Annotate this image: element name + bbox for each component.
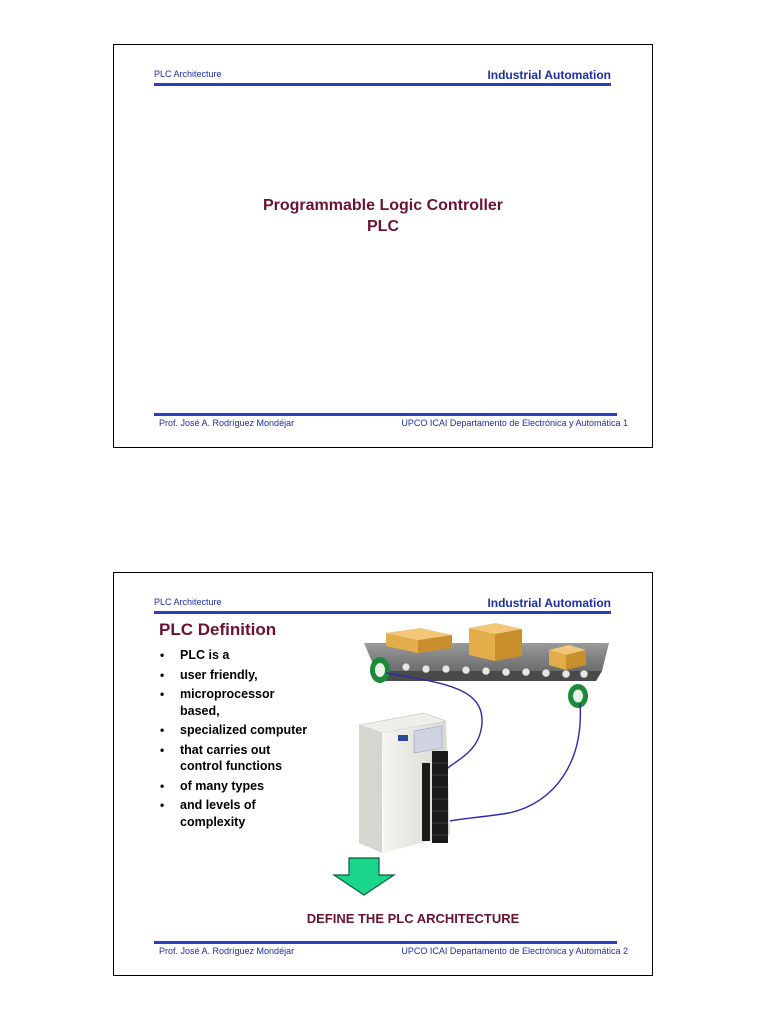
footer-rule: [154, 941, 617, 944]
footer-left: Prof. José A. Rodríguez Mondéjar: [159, 946, 295, 956]
slide-2: [113, 572, 653, 976]
bullet-glyph: •: [160, 742, 165, 757]
slide-title: [114, 195, 652, 237]
conveyor-belt-illustration: [364, 623, 609, 708]
slide-1: [113, 44, 653, 448]
roller-left: [370, 657, 390, 683]
bullet-glyph: •: [160, 687, 165, 701]
plc-device-illustration: [359, 713, 450, 853]
header-right: Industrial Automation: [487, 68, 611, 82]
title-line-1: Programmable Logic Controller: [262, 197, 504, 214]
footer-right: UPCO ICAI Departamento de Electrónica y Automática 1: [401, 418, 628, 428]
bullet-glyph: •: [160, 778, 165, 793]
title-line-2: PLC: [367, 218, 399, 235]
header-left: PLC Architecture: [154, 69, 222, 79]
header-rule: [154, 83, 611, 86]
bullet-glyph: •: [160, 648, 165, 662]
header-left: PLC Architecture: [154, 597, 222, 607]
conclusion-text: DEFINE THE PLC ARCHITECTURE: [306, 911, 520, 926]
roller-right: [568, 684, 588, 708]
bullet-glyph: •: [160, 667, 165, 682]
footer-left: Prof. José A. Rodríguez Mondéjar: [159, 418, 295, 428]
bullet-text: specialized computer: [180, 723, 308, 737]
bullet-glyph: •: [160, 798, 165, 812]
box-2: [469, 623, 522, 661]
bullet-text: that carries out control functions: [180, 742, 283, 773]
bullet-text: PLC is a: [180, 648, 230, 662]
bullet-text: microprocessor based,: [180, 687, 275, 718]
box-3: [549, 645, 586, 670]
section-title: PLC Definition: [159, 620, 277, 639]
bullet-text: user friendly,: [180, 667, 258, 682]
footer-right: UPCO ICAI Departamento de Electrónica y Automática 2: [401, 946, 628, 956]
down-arrow-icon: [334, 858, 394, 895]
header-right: Industrial Automation: [487, 596, 611, 610]
bullet-text: of many types: [180, 778, 265, 793]
bullet-glyph: •: [160, 723, 165, 737]
bullet-text: and levels of complexity: [180, 798, 256, 829]
footer-rule: [154, 413, 617, 416]
